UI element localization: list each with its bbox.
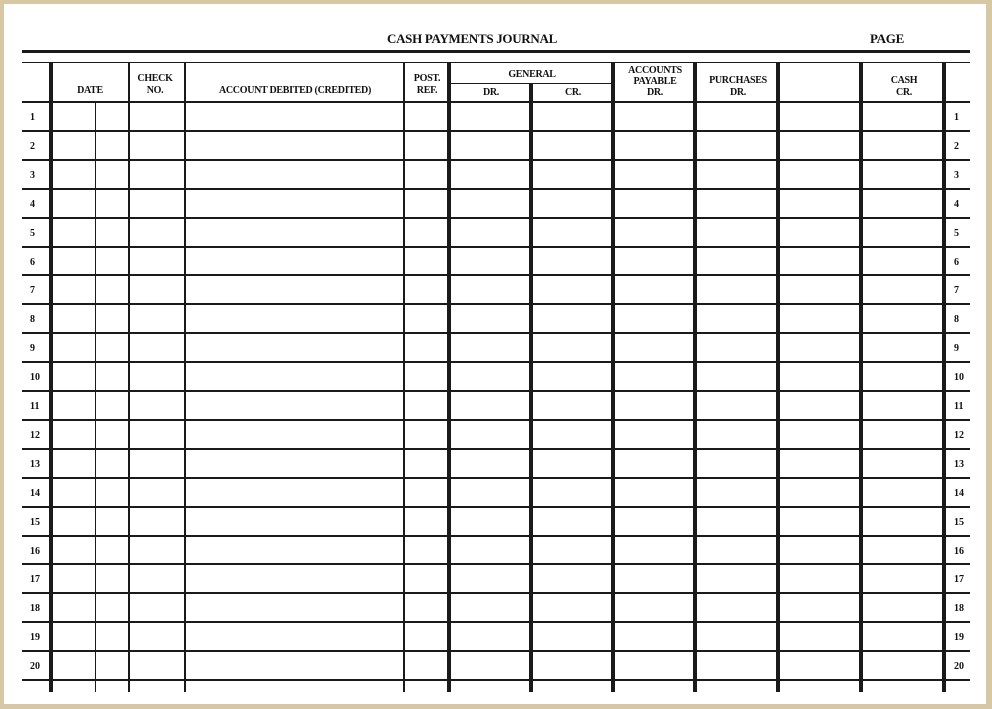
cell-general-dr[interactable] [451,334,529,361]
row-number-right: 14 [954,487,964,499]
cell-post-ref[interactable] [405,652,447,679]
journal-form [4,4,986,704]
cell-cash-cr[interactable] [863,248,942,275]
row-number-left: 5 [30,227,35,239]
cell-general-cr[interactable] [533,305,611,332]
cell-purchases-dr[interactable] [697,652,776,679]
cell-date-month[interactable] [51,421,95,448]
cell-post-ref[interactable] [405,479,447,506]
cell-post-ref[interactable] [405,219,447,246]
cell-check-no[interactable] [130,305,184,332]
row-number-left: 14 [30,487,40,499]
header-check-line2: NO. [146,85,164,96]
row-number-right: 19 [954,632,964,644]
cell-other[interactable] [780,190,859,217]
row-number-right: 2 [954,140,959,152]
header-post-line1: POST. [413,73,441,84]
cell-other[interactable] [780,248,859,275]
cell-date-day[interactable] [96,363,128,390]
cell-general-dr[interactable] [451,276,529,303]
cell-date-day[interactable] [96,450,128,477]
cell-cash-cr[interactable] [863,276,942,303]
cell-date-day[interactable] [96,190,128,217]
cell-other[interactable] [780,537,859,564]
cell-purchases-dr[interactable] [697,537,776,564]
cell-cash-cr[interactable] [863,190,942,217]
cell-post-ref[interactable] [405,132,447,159]
cell-general-dr[interactable] [451,652,529,679]
page-label: PAGE [870,31,904,46]
header-ap-line1: ACCOUNTS [628,65,682,76]
cell-check-no[interactable] [130,103,184,130]
cell-date-day[interactable] [96,219,128,246]
cell-account[interactable] [186,219,403,246]
cell-check-no[interactable] [130,508,184,535]
cell-general-dr[interactable] [451,392,529,419]
cell-other[interactable] [780,508,859,535]
cell-general-dr[interactable] [451,565,529,592]
cell-post-ref[interactable] [405,537,447,564]
cell-account[interactable] [186,276,403,303]
cell-account[interactable] [186,508,403,535]
cell-date-month[interactable] [51,248,95,275]
cell-account[interactable] [186,305,403,332]
header-date: DATE [77,85,103,96]
cell-purchases-dr[interactable] [697,276,776,303]
cell-cash-cr[interactable] [863,132,942,159]
cell-check-no[interactable] [130,219,184,246]
cell-post-ref[interactable] [405,190,447,217]
cell-general-cr[interactable] [533,103,611,130]
row-rule [22,679,970,681]
cell-purchases-dr[interactable] [697,421,776,448]
cell-general-dr[interactable] [451,421,529,448]
col-line-right [942,62,946,692]
cell-account[interactable] [186,190,403,217]
row-number-left: 19 [30,632,40,644]
cell-general-dr[interactable] [451,161,529,188]
cell-date-day[interactable] [96,132,128,159]
row-number-right: 10 [954,372,964,384]
cell-check-no[interactable] [130,161,184,188]
cell-cash-cr[interactable] [863,103,942,130]
cell-ap-dr[interactable] [615,565,693,592]
cell-ap-dr[interactable] [615,103,693,130]
cell-account[interactable] [186,565,403,592]
row-number-right: 11 [954,401,964,412]
cell-other[interactable] [780,594,859,621]
cell-general-cr[interactable] [533,219,611,246]
cell-ap-dr[interactable] [615,276,693,303]
cell-check-no[interactable] [130,421,184,448]
header-ap-line3: DR. [646,87,664,98]
cell-general-dr[interactable] [451,103,529,130]
row-number-left: 10 [30,372,40,384]
cell-date-day[interactable] [96,594,128,621]
cell-cash-cr[interactable] [863,565,942,592]
cell-post-ref[interactable] [405,103,447,130]
cell-general-dr[interactable] [451,537,529,564]
cell-general-cr[interactable] [533,132,611,159]
row-number-left: 7 [30,285,35,297]
cell-cash-cr[interactable] [863,421,942,448]
cell-general-cr[interactable] [533,565,611,592]
cell-account[interactable] [186,421,403,448]
cell-date-month[interactable] [51,623,95,650]
cell-cash-cr[interactable] [863,594,942,621]
cell-account[interactable] [186,594,403,621]
cell-date-month[interactable] [51,450,95,477]
cell-other[interactable] [780,334,859,361]
cell-ap-dr[interactable] [615,421,693,448]
cell-general-cr[interactable] [533,508,611,535]
cell-general-cr[interactable] [533,392,611,419]
cell-account[interactable] [186,334,403,361]
cell-post-ref[interactable] [405,276,447,303]
cell-ap-dr[interactable] [615,363,693,390]
header-cash-line2: CR. [895,87,913,98]
row-number-left: 3 [30,169,35,181]
cell-cash-cr[interactable] [863,334,942,361]
cell-cash-cr[interactable] [863,623,942,650]
cell-purchases-dr[interactable] [697,594,776,621]
top-rule [22,50,970,53]
cell-post-ref[interactable] [405,334,447,361]
cell-date-month[interactable] [51,190,95,217]
cell-cash-cr[interactable] [863,479,942,506]
row-number-right: 15 [954,516,964,528]
cell-purchases-dr[interactable] [697,334,776,361]
cell-date-day[interactable] [96,161,128,188]
cell-other[interactable] [780,305,859,332]
cell-post-ref[interactable] [405,594,447,621]
cell-date-day[interactable] [96,623,128,650]
header-general-dr: DR. [482,87,500,98]
row-number-right: 13 [954,458,964,470]
row-number-right: 9 [954,343,959,355]
cell-general-cr[interactable] [533,190,611,217]
cell-other[interactable] [780,392,859,419]
cell-other[interactable] [780,219,859,246]
cell-ap-dr[interactable] [615,623,693,650]
cell-check-no[interactable] [130,479,184,506]
cell-general-cr[interactable] [533,363,611,390]
cell-general-cr[interactable] [533,450,611,477]
cell-ap-dr[interactable] [615,190,693,217]
header-general: GENERAL [508,69,556,80]
cell-date-month[interactable] [51,363,95,390]
cell-post-ref[interactable] [405,623,447,650]
cell-other[interactable] [780,103,859,130]
row-number-right: 17 [954,574,964,586]
row-number-left: 9 [30,343,35,355]
cell-post-ref[interactable] [405,508,447,535]
cell-general-cr[interactable] [533,652,611,679]
cell-cash-cr[interactable] [863,537,942,564]
cell-cash-cr[interactable] [863,450,942,477]
cell-date-day[interactable] [96,652,128,679]
cell-date-month[interactable] [51,334,95,361]
cell-post-ref[interactable] [405,421,447,448]
row-number-right: 8 [954,314,959,326]
cell-purchases-dr[interactable] [697,623,776,650]
cell-other[interactable] [780,623,859,650]
row-number-right: 6 [954,256,959,268]
cell-ap-dr[interactable] [615,334,693,361]
cell-check-no[interactable] [130,623,184,650]
cell-general-dr[interactable] [451,623,529,650]
row-number-right: 16 [954,545,964,557]
cell-date-month[interactable] [51,479,95,506]
cell-date-month[interactable] [51,508,95,535]
cell-purchases-dr[interactable] [697,219,776,246]
cell-general-cr[interactable] [533,248,611,275]
cell-ap-dr[interactable] [615,219,693,246]
row-number-left: 11 [30,401,40,412]
row-number-left: 6 [30,256,35,268]
cell-general-dr[interactable] [451,363,529,390]
cell-account[interactable] [186,103,403,130]
cell-cash-cr[interactable] [863,161,942,188]
cell-check-no[interactable] [130,363,184,390]
header-general-cr: CR. [564,87,582,98]
cell-account[interactable] [186,132,403,159]
journal-title: CASH PAYMENTS JOURNAL [387,31,557,46]
cell-check-no[interactable] [130,392,184,419]
cell-check-no[interactable] [130,190,184,217]
cell-date-day[interactable] [96,334,128,361]
cell-other[interactable] [780,421,859,448]
cell-purchases-dr[interactable] [697,392,776,419]
cell-purchases-dr[interactable] [697,363,776,390]
cell-general-dr[interactable] [451,594,529,621]
cell-date-month[interactable] [51,132,95,159]
cell-date-day[interactable] [96,537,128,564]
cell-general-cr[interactable] [533,161,611,188]
cell-ap-dr[interactable] [615,652,693,679]
header-purchases-line2: DR. [729,87,747,98]
cell-check-no[interactable] [130,334,184,361]
cell-check-no[interactable] [130,450,184,477]
row-number-right: 18 [954,603,964,615]
row-number-right: 4 [954,198,959,210]
cell-post-ref[interactable] [405,565,447,592]
cell-general-cr[interactable] [533,537,611,564]
cell-ap-dr[interactable] [615,594,693,621]
cell-date-day[interactable] [96,508,128,535]
cell-general-dr[interactable] [451,508,529,535]
cell-general-dr[interactable] [451,305,529,332]
row-number-left: 8 [30,314,35,326]
cell-check-no[interactable] [130,594,184,621]
header-ap-line2: PAYABLE [633,76,677,87]
cell-other[interactable] [780,565,859,592]
cell-date-month[interactable] [51,652,95,679]
cell-ap-dr[interactable] [615,450,693,477]
row-number-left: 16 [30,545,40,557]
cell-purchases-dr[interactable] [697,132,776,159]
header-post-line2: REF. [416,85,438,96]
top-rule-inner [22,62,970,63]
header-check-line1: CHECK [137,73,173,84]
cell-account[interactable] [186,537,403,564]
cell-other[interactable] [780,363,859,390]
row-number-right: 1 [954,112,959,123]
cell-general-cr[interactable] [533,594,611,621]
cell-post-ref[interactable] [405,161,447,188]
cell-general-cr[interactable] [533,479,611,506]
cell-general-cr[interactable] [533,623,611,650]
cell-date-month[interactable] [51,103,95,130]
cell-ap-dr[interactable] [615,248,693,275]
cell-account[interactable] [186,392,403,419]
row-number-left: 20 [30,661,40,673]
cell-cash-cr[interactable] [863,652,942,679]
cell-purchases-dr[interactable] [697,479,776,506]
cell-purchases-dr[interactable] [697,508,776,535]
row-number-left: 15 [30,516,40,528]
cell-other[interactable] [780,161,859,188]
cell-general-dr[interactable] [451,248,529,275]
cell-date-day[interactable] [96,479,128,506]
row-number-right: 3 [954,169,959,181]
cell-account[interactable] [186,248,403,275]
cell-date-day[interactable] [96,565,128,592]
row-number-right: 5 [954,227,959,239]
cell-ap-dr[interactable] [615,132,693,159]
cell-date-month[interactable] [51,219,95,246]
row-number-left: 2 [30,140,35,152]
cell-ap-dr[interactable] [615,479,693,506]
cell-general-cr[interactable] [533,421,611,448]
cell-date-month[interactable] [51,537,95,564]
cell-cash-cr[interactable] [863,508,942,535]
cell-general-cr[interactable] [533,276,611,303]
cell-date-day[interactable] [96,248,128,275]
row-number-left: 12 [30,429,40,441]
cell-check-no[interactable] [130,537,184,564]
cell-other[interactable] [780,450,859,477]
cell-date-month[interactable] [51,276,95,303]
cell-other[interactable] [780,652,859,679]
cell-purchases-dr[interactable] [697,305,776,332]
cell-ap-dr[interactable] [615,305,693,332]
cell-post-ref[interactable] [405,363,447,390]
cell-other[interactable] [780,479,859,506]
cell-ap-dr[interactable] [615,508,693,535]
row-number-left: 13 [30,458,40,470]
cell-post-ref[interactable] [405,305,447,332]
cell-post-ref[interactable] [405,450,447,477]
cell-account[interactable] [186,479,403,506]
cell-check-no[interactable] [130,652,184,679]
cell-purchases-dr[interactable] [697,565,776,592]
header-account-debited: ACCOUNT DEBITED (CREDITED) [218,85,372,96]
row-number-right: 20 [954,661,964,673]
cell-general-dr[interactable] [451,479,529,506]
cell-cash-cr[interactable] [863,305,942,332]
cell-account[interactable] [186,363,403,390]
cell-check-no[interactable] [130,565,184,592]
cell-general-dr[interactable] [451,132,529,159]
cell-cash-cr[interactable] [863,363,942,390]
row-number-left: 18 [30,603,40,615]
cell-purchases-dr[interactable] [697,103,776,130]
cell-purchases-dr[interactable] [697,190,776,217]
row-number-right: 7 [954,285,959,297]
cell-date-month[interactable] [51,305,95,332]
cell-cash-cr[interactable] [863,392,942,419]
cell-account[interactable] [186,450,403,477]
cell-date-month[interactable] [51,161,95,188]
cell-date-day[interactable] [96,421,128,448]
row-number-left: 17 [30,574,40,586]
cell-general-dr[interactable] [451,219,529,246]
cell-cash-cr[interactable] [863,219,942,246]
row-number-right: 12 [954,429,964,441]
cell-account[interactable] [186,161,403,188]
cell-account[interactable] [186,652,403,679]
row-number-left: 1 [30,112,35,123]
cell-date-month[interactable] [51,565,95,592]
header-cash-line1: CASH [890,75,918,86]
cell-account[interactable] [186,623,403,650]
cell-ap-dr[interactable] [615,392,693,419]
cell-check-no[interactable] [130,248,184,275]
cell-date-day[interactable] [96,103,128,130]
row-number-left: 4 [30,198,35,210]
cell-check-no[interactable] [130,276,184,303]
cell-purchases-dr[interactable] [697,450,776,477]
header-purchases-line1: PURCHASES [709,75,767,86]
cell-general-dr[interactable] [451,190,529,217]
cell-date-day[interactable] [96,392,128,419]
cell-post-ref[interactable] [405,392,447,419]
cell-date-month[interactable] [51,594,95,621]
cell-purchases-dr[interactable] [697,248,776,275]
cell-ap-dr[interactable] [615,537,693,564]
cell-date-day[interactable] [96,276,128,303]
cell-post-ref[interactable] [405,248,447,275]
cell-other[interactable] [780,132,859,159]
cell-other[interactable] [780,276,859,303]
cell-date-day[interactable] [96,305,128,332]
cell-general-dr[interactable] [451,450,529,477]
cell-general-cr[interactable] [533,334,611,361]
cell-purchases-dr[interactable] [697,161,776,188]
cell-check-no[interactable] [130,132,184,159]
cell-ap-dr[interactable] [615,161,693,188]
cell-date-month[interactable] [51,392,95,419]
